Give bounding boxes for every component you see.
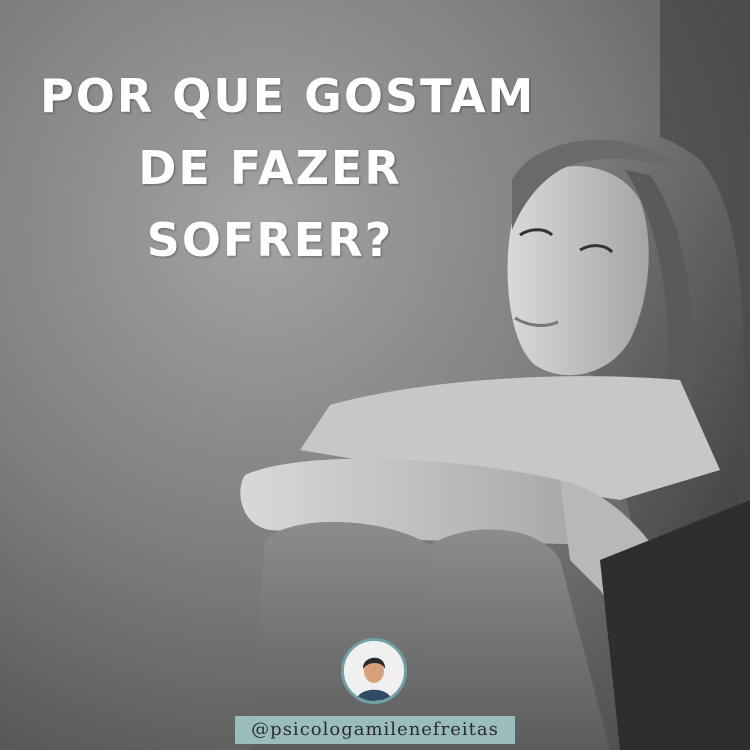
headline bbox=[40, 60, 536, 276]
avatar-portrait-icon bbox=[344, 641, 404, 701]
profile-avatar bbox=[341, 638, 407, 704]
headline-line-3: SOFRER? bbox=[146, 213, 394, 267]
headline-line-2: DE FAZER bbox=[138, 141, 402, 195]
headline-line-1: POR QUE GOSTAM bbox=[40, 69, 536, 123]
profile-handle: @psicologamilenefreitas bbox=[235, 716, 515, 744]
